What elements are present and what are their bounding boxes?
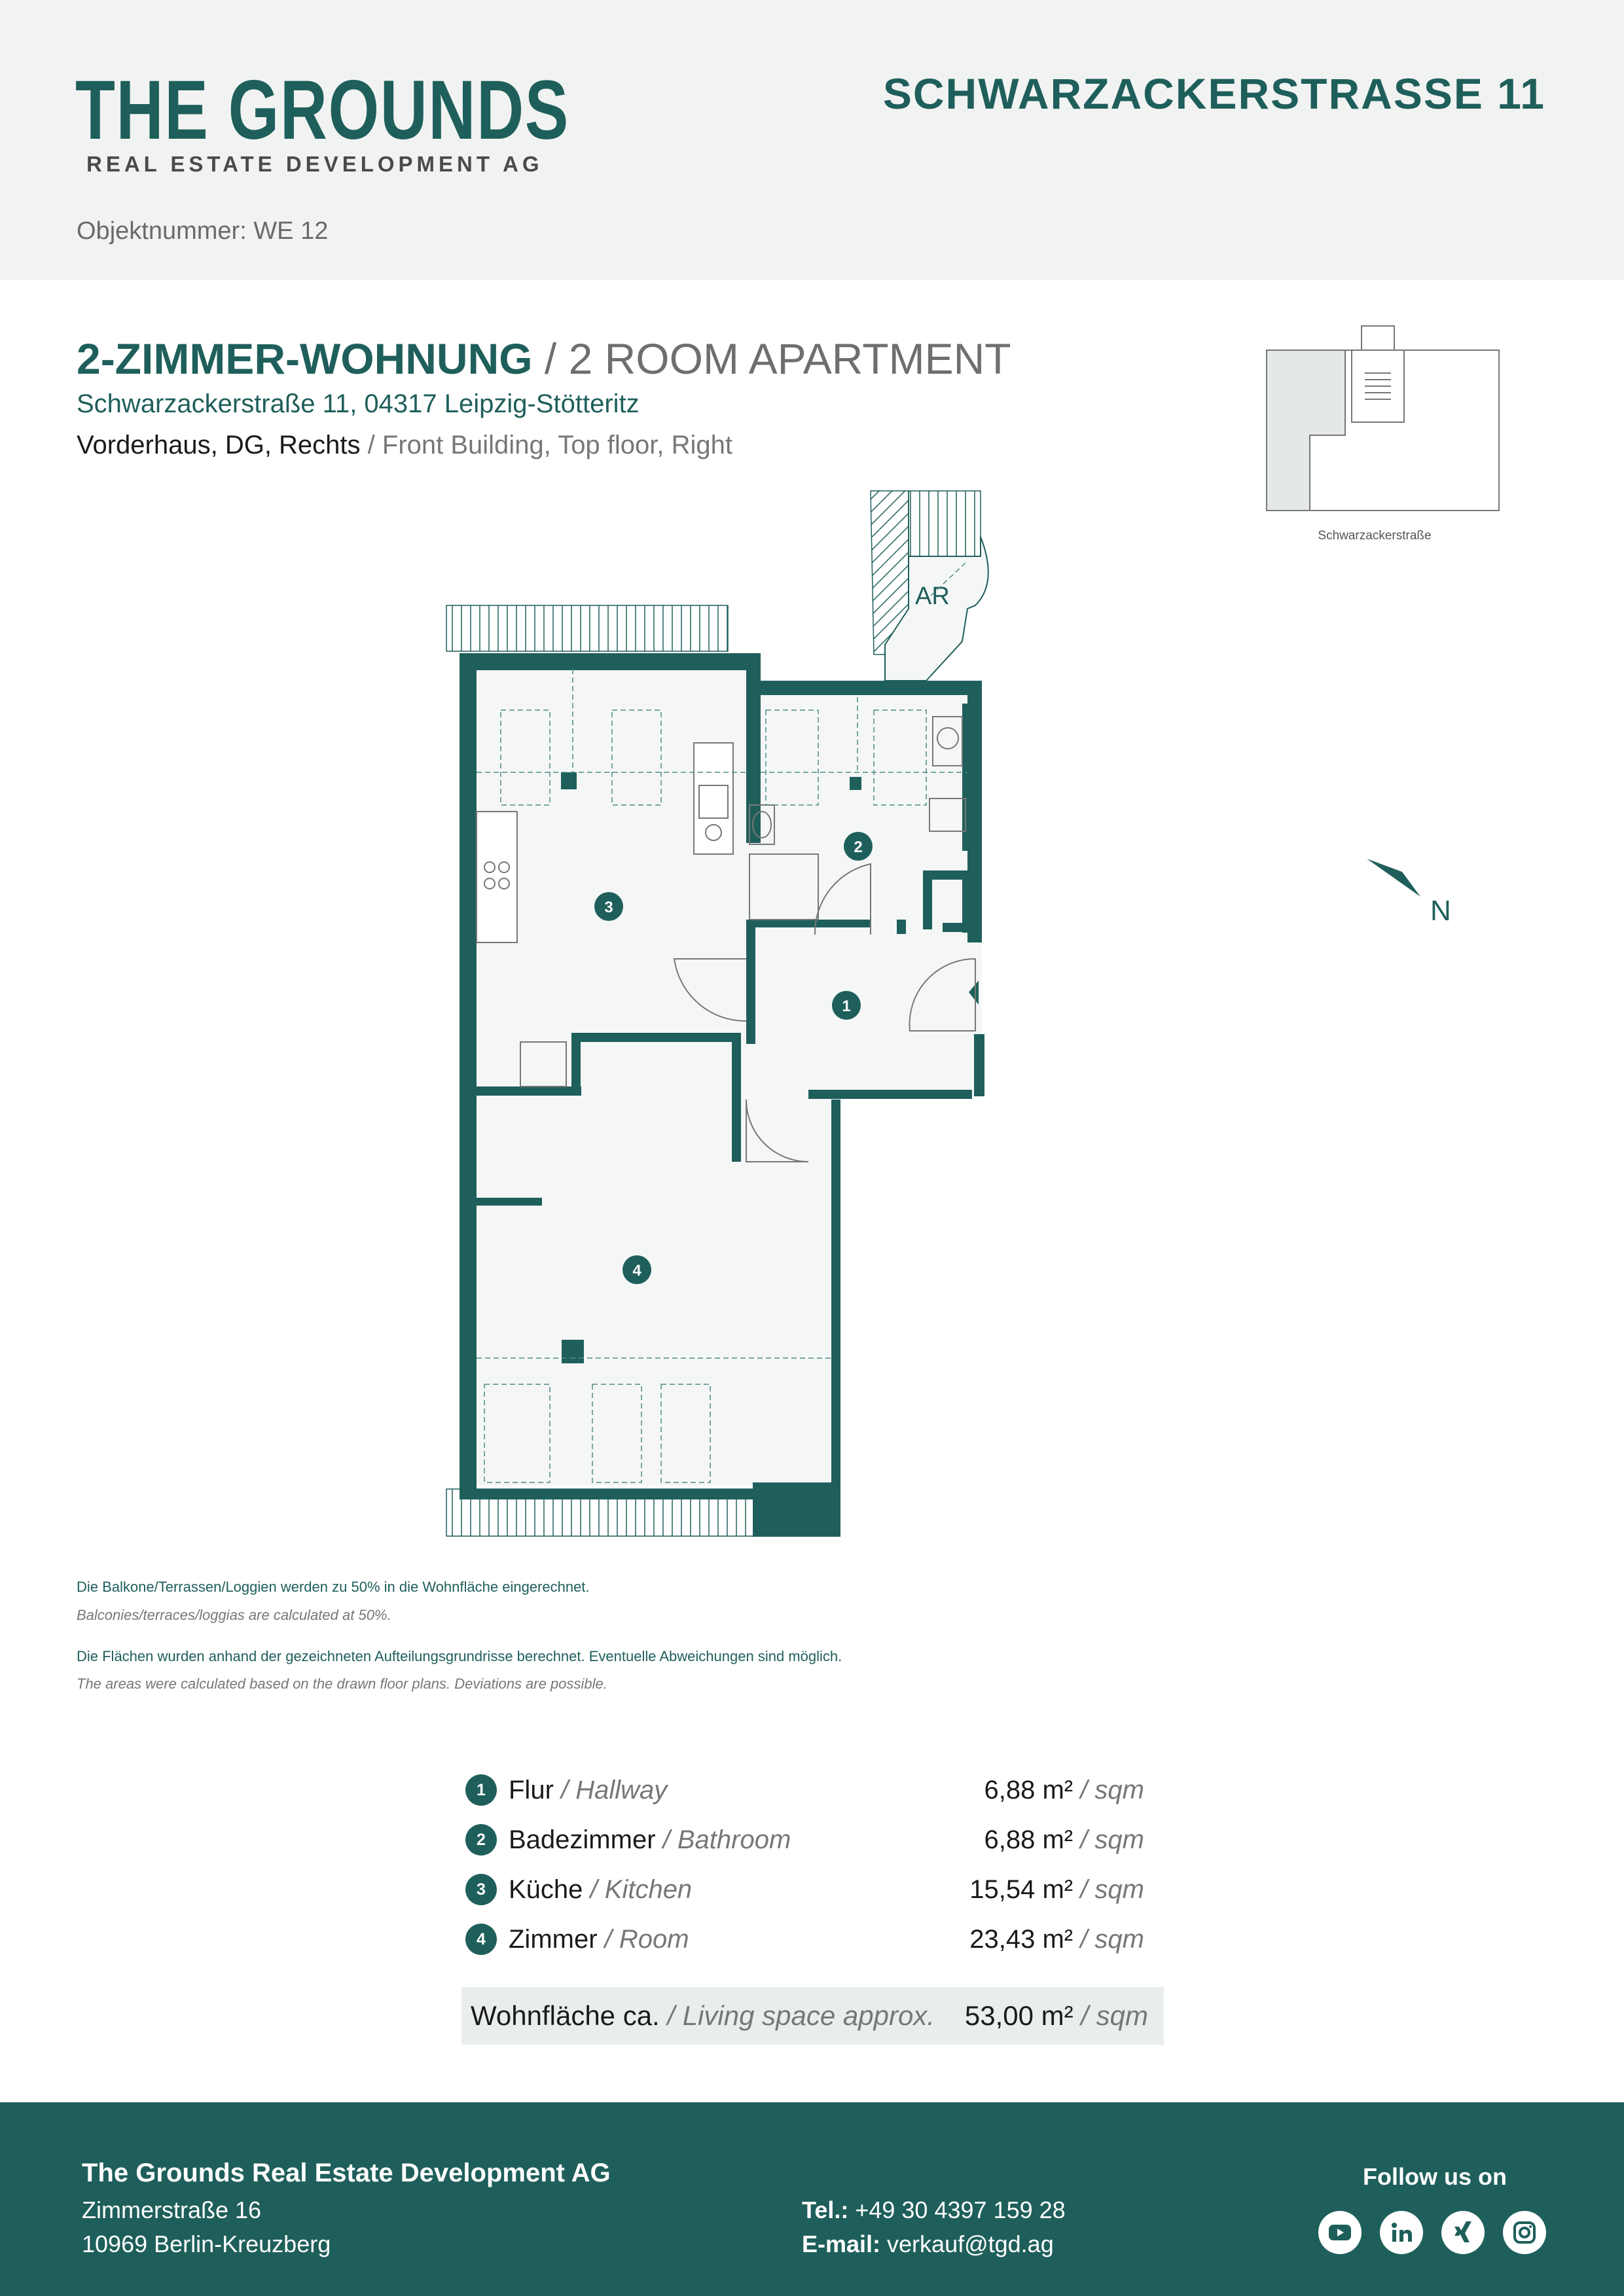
room-name-de: Badezimmer <box>509 1825 656 1854</box>
total-living-space <box>461 1987 1164 2045</box>
apartment-address: Schwarzackerstraße 11, 04317 Leipzig-Stötteritz <box>77 389 640 418</box>
north-arrow-icon <box>1367 859 1420 897</box>
footer-city: 10969 Berlin-Kreuzberg <box>82 2231 331 2257</box>
email-label: E-mail: <box>802 2231 881 2257</box>
room-name <box>509 1825 791 1855</box>
youtube-icon[interactable] <box>1318 2211 1362 2254</box>
keyplan-street-label: Schwarzackerstraße <box>1318 529 1432 543</box>
room-name-en: / Hallway <box>553 1776 668 1804</box>
room-row-bathroom <box>461 1820 1164 1859</box>
room-name-de: Zimmer <box>509 1925 598 1954</box>
apartment-title <box>77 334 1011 384</box>
room-area <box>984 1825 1144 1855</box>
phone-number[interactable]: +49 30 4397 159 28 <box>848 2197 1066 2223</box>
footer-street: Zimmerstraße 16 <box>82 2197 262 2223</box>
room-area <box>969 1925 1144 1954</box>
room-row-kitchen <box>461 1870 1164 1909</box>
north-arrow <box>1362 851 1460 936</box>
room-area-unit: / sqm <box>1073 1875 1144 1904</box>
room-marker-1: 1 <box>842 997 851 1015</box>
room-name-en: / Bathroom <box>655 1825 791 1854</box>
room-name-en: / Room <box>597 1925 689 1954</box>
footer-company: The Grounds Real Estate Development AG <box>82 2159 611 2187</box>
footer-email <box>802 2231 1054 2258</box>
key-plan <box>1260 321 1509 556</box>
room-name <box>509 1875 692 1905</box>
room-marker-2: 2 <box>854 838 863 856</box>
street-title: SCHWARZACKERSTRASSE 11 <box>882 69 1545 118</box>
total-label-de: Wohnfläche ca. <box>471 2000 660 2031</box>
room-number-badge: 3 <box>465 1874 497 1905</box>
room-area-value: 15,54 m² <box>969 1875 1074 1904</box>
follow-us-label: Follow us on <box>1363 2163 1507 2190</box>
room-area-unit: / sqm <box>1073 1925 1144 1954</box>
phone-label: Tel.: <box>802 2197 849 2223</box>
email-address[interactable]: verkauf@tgd.ag <box>880 2231 1054 2257</box>
room-row-hallway <box>461 1770 1164 1810</box>
object-number: Objektnummer: WE 12 <box>77 217 329 245</box>
room-name-de: Flur <box>509 1776 554 1804</box>
apartment-title-de: 2-ZIMMER-WOHNUNG <box>77 334 533 383</box>
room-number-badge: 2 <box>465 1824 497 1856</box>
room-name <box>509 1925 689 1954</box>
room-name <box>509 1776 667 1805</box>
room-area-unit: / sqm <box>1073 1776 1144 1804</box>
room-marker-4: 4 <box>632 1262 641 1280</box>
apartment-title-en: / 2 ROOM APARTMENT <box>532 334 1011 383</box>
room-area <box>969 1875 1144 1905</box>
footer-phone <box>802 2197 1066 2224</box>
total-label <box>471 2000 935 2032</box>
room-area-unit: / sqm <box>1073 1825 1144 1854</box>
room-row-room <box>461 1920 1164 1959</box>
room-name-en: / Kitchen <box>583 1875 693 1904</box>
room-area-value: 6,88 m² <box>984 1825 1074 1854</box>
room-area-value: 23,43 m² <box>969 1925 1074 1954</box>
logo-subtitle: REAL ESTATE DEVELOPMENT AG <box>86 152 543 176</box>
total-area-unit: / sqm <box>1073 2000 1148 2031</box>
linkedin-icon[interactable] <box>1380 2211 1423 2254</box>
room-name-de: Küche <box>509 1875 583 1904</box>
total-label-en: / Living space approx. <box>659 2000 935 2031</box>
logo-title: THE GROUNDS <box>75 63 569 157</box>
instagram-icon[interactable] <box>1503 2211 1546 2254</box>
location-en: / Front Building, Top floor, Right <box>360 431 733 459</box>
room-number-badge: 1 <box>465 1774 497 1806</box>
note-areas-en: The areas were calculated based on the drawn floor plans. Deviations are possible. <box>77 1676 607 1692</box>
room-area-value: 6,88 m² <box>984 1776 1074 1804</box>
apartment-location <box>77 431 732 460</box>
note-areas-de: Die Flächen wurden anhand der gezeichneten Aufteilungsgrundrisse berechnet. Eventuelle Abweichungen sind möglich. <box>77 1648 842 1664</box>
note-balcony-en: Balconies/terraces/loggias are calculated at 50%. <box>77 1607 391 1623</box>
total-area-value: 53,00 m² <box>964 2000 1074 2031</box>
note-balcony-de: Die Balkone/Terrassen/Loggien werden zu 50% in die Wohnfläche eingerechnet. <box>77 1579 590 1595</box>
room-number-badge: 4 <box>465 1924 497 1955</box>
room-marker-3: 3 <box>604 899 613 916</box>
xing-icon[interactable] <box>1441 2211 1485 2254</box>
north-label: N <box>1430 895 1451 927</box>
storage-label: AR <box>915 583 950 610</box>
location-de: Vorderhaus, DG, Rechts <box>77 431 361 459</box>
total-area <box>965 2000 1148 2032</box>
floor-plan <box>439 484 1119 1545</box>
room-area <box>984 1776 1144 1805</box>
